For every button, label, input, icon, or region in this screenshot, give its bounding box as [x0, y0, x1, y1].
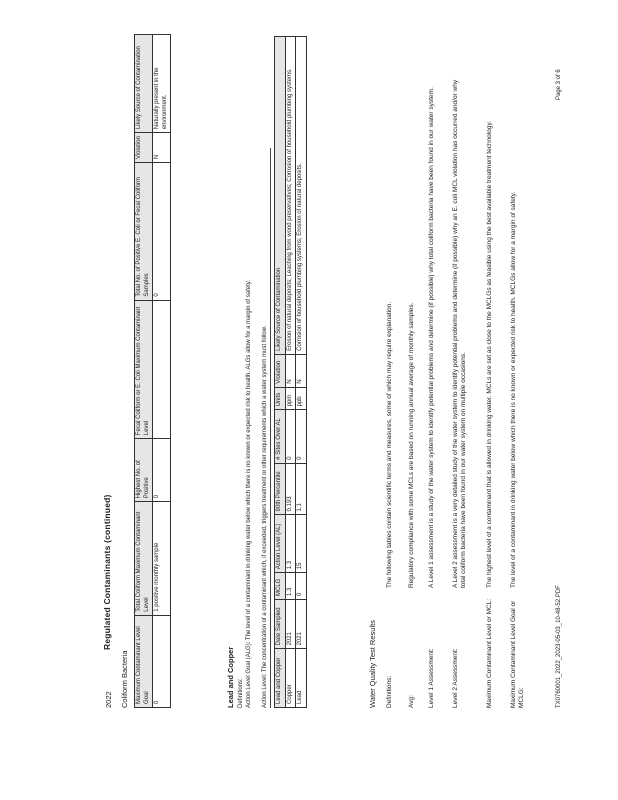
definition-term: Maximum Contaminant Level or MCL:: [486, 598, 493, 708]
wq-heading: Water Quality Test Results: [368, 620, 377, 708]
table-cell: 0: [285, 410, 296, 463]
table-cell: [153, 300, 171, 439]
table-cell: Corrosion of household plumbing systems; Erosion of natural deposits.: [296, 37, 307, 355]
lead-col: 90th Percentile: [275, 463, 286, 515]
table-cell: 1.1: [296, 463, 307, 515]
lead-definitions-label: Definitions:: [238, 678, 244, 708]
lead-col: # Sites Over AL: [275, 410, 286, 463]
coliform-heading: Coliform Bacteria: [120, 650, 129, 708]
definition-text: The level of a contaminant in drinking water below which there is no known or expected risk to health. MCLGs allow for a margin of safety.: [510, 191, 517, 588]
definition-term: Definitions:: [386, 675, 393, 708]
page-year: 2022: [104, 691, 113, 708]
definition-term: Level 2 Assessment:: [452, 648, 459, 708]
definition-text: A Level 1 assessment is a study of the water system to identify potential problems and determine (if possible) why total coliform bacteria have been found in our water system.: [428, 87, 435, 588]
definition-text: The following tables contain scientific terms and measures, some of which may require explanation.: [386, 301, 393, 588]
lead-col: Units: [275, 387, 286, 410]
definition-text: Regulatory compliance with some MCLs are based on running annual average of monthly samples.: [408, 302, 415, 588]
table-row: [153, 35, 171, 708]
lead-col: Date Sampled: [275, 600, 286, 649]
coliform-table: [134, 34, 171, 708]
table-cell: 0: [153, 615, 171, 707]
table-cell: Naturally present in the environment.: [153, 35, 171, 133]
definition-text: The highest level of a contaminant that is allowed in drinking water. MCLs are set as close to the MCLGs as feasible using the best available treatment technology.: [486, 120, 493, 588]
table-cell: 15: [296, 515, 307, 573]
definition-term: Maximum Contaminant Level Goal or MCLG:: [510, 600, 526, 708]
lead-copper-table: [274, 36, 307, 708]
page-title: Regulated Contaminants (continued): [102, 494, 112, 650]
table-cell: N: [153, 133, 171, 163]
table-cell: 2021: [285, 600, 296, 649]
action-level-text: Action Level: The concentration of a contaminant which, if exceeded, triggers treatment or other requirements which a water system must follow.: [262, 148, 271, 708]
table-cell: 1 positive monthly sample: [153, 502, 171, 615]
coliform-col: Likely Source of Contamination: [135, 35, 153, 133]
lead-heading: Lead and Copper: [226, 646, 235, 708]
table-cell: 0: [153, 439, 171, 502]
lead-col: Action Level (AL): [275, 515, 286, 573]
table-row: [285, 37, 296, 708]
coliform-header-row: [135, 35, 153, 708]
coliform-col: Violation: [135, 133, 153, 163]
coliform-col: Total No. of Positive E. Coli or Fecal Coliform Samples: [135, 163, 153, 301]
lead-col: Violation: [275, 354, 286, 387]
table-cell: 1.3: [285, 573, 296, 600]
action-level-goal-text: Action Level Goal (ALG): The level of a contaminant in drinking water below which there is no known or expected risk to health. ALGs allow for a margin of safety.: [246, 280, 252, 708]
table-cell: Copper: [285, 649, 296, 708]
definition-term: Avg:: [408, 695, 415, 708]
table-cell: N: [296, 354, 307, 387]
coliform-col: Highest No. of Positive: [135, 439, 153, 502]
table-cell: ppm: [285, 387, 296, 410]
table-row: [296, 37, 307, 708]
coliform-col: Fecal Coliform or E. Coli Maximum Contaminant Level: [135, 300, 153, 439]
table-cell: 1.3: [285, 515, 296, 573]
table-cell: 0: [153, 163, 171, 301]
table-cell: ppb: [296, 387, 307, 410]
table-cell: 0: [296, 573, 307, 600]
table-cell: 0.193: [285, 463, 296, 515]
lead-col: Lead and Copper: [275, 649, 286, 708]
table-cell: N: [285, 354, 296, 387]
lead-header-row: [275, 37, 286, 708]
table-cell: 2021: [296, 600, 307, 649]
coliform-col: Total Coliform Maximum Contaminant Level: [135, 502, 153, 615]
table-cell: 0: [296, 410, 307, 463]
lead-col: MCLG: [275, 573, 286, 600]
coliform-col: Maximum Contaminant Level Goal: [135, 615, 153, 707]
footer-filename: TX0760001_2022_2023-05-03_10-48-52.PDF: [556, 585, 562, 708]
table-cell: Lead: [296, 649, 307, 708]
table-cell: Erosion of natural deposits; Leaching from wood preservatives; Corrosion of household plumbing systems.: [285, 37, 296, 355]
definition-term: Level 1 Assessment:: [428, 648, 435, 708]
lead-col: Likely Source of Contamination: [275, 37, 286, 355]
footer-page-number: Page 3 of 6: [556, 69, 562, 100]
definition-text: A Level 2 assessment is a very detailed study of the water system to identify potential problems and determine (if possible) why an E. coli MCL violation has occurred and/or why total coliform bacteria have been found in our water system on multiple occasions.: [452, 79, 468, 588]
